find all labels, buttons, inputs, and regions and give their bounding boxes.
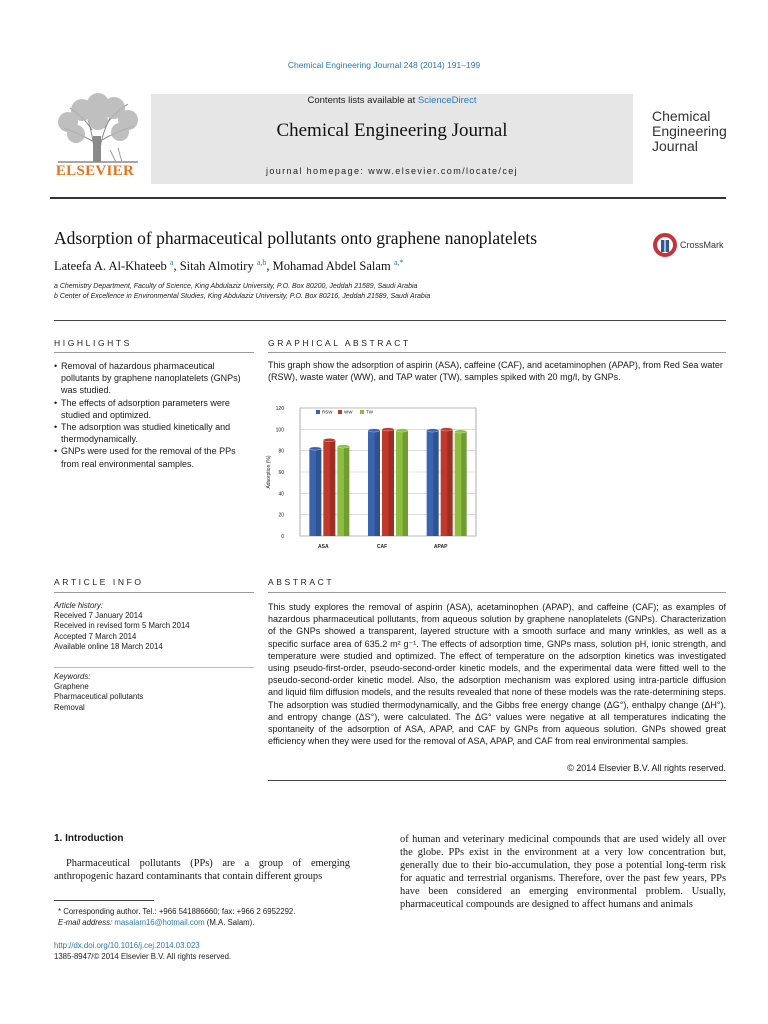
footnote-rule	[54, 900, 154, 901]
legend-swatch	[338, 410, 342, 414]
section-rule	[54, 667, 254, 668]
article-history-label: Article history:	[54, 601, 103, 610]
elsevier-wordmark: ELSEVIER	[55, 163, 135, 179]
doi-link[interactable]: http://dx.doi.org/10.1016/j.cej.2014.03.023	[54, 941, 200, 950]
highlight-item: • The adsorption was studied kinetically and thermodynamically.	[54, 421, 254, 445]
bar-shade	[330, 440, 335, 536]
abstract-text: This study explores the removal of aspirin (ASA), acetaminophen (APAP), and caffeine (CAF); as examples of hazardous pharmaceutical pollutants, from aqueous solution by graphene nanoplatelets (GNPs). Characterization of the GNPs showed a transparent, layered structure with a smooth surface and many wrinkles, as well as a specific surface area of 635.2 m² g⁻¹. The effects of adsorption time, GNPs mass, solution pH, ionic strength, and temperature were studied and optimized. The effect of temperature on the adsorption kinetics was investigated using pseudo-first-order, pseudo-second-order kinetic models, and the experimental data were fitted well to the pseudo-second-order kinetic model. Also, the adsorption mechanism was explored using intra-particle diffusion and liquid film diffusion models, and the results revealed that none of these models was the rate-determining steps. The adsorption was studied thermodynamically, and the Gibbs free energy change (ΔG°), enthalpy change (ΔH°), and entropy change (ΔS°), were calculated. The ΔG° values were negative at all temperatures indicating the spontaneity of the adsorption of ASA, APAP, and CAF by GNPs from aqueous solution. GNPs showed great efficiency when they were used for the removal of ASA, APAP, and CAF from real environmental samples.	[268, 602, 726, 747]
keywords-label: Keywords:	[54, 672, 91, 681]
section-rule	[268, 352, 726, 353]
x-tick-label: ASA	[318, 544, 329, 550]
bar-cap	[382, 428, 394, 431]
email-suffix: (M.A. Salam).	[206, 918, 255, 927]
journal-logo-line: Engineering	[652, 123, 727, 139]
section-rule	[54, 320, 726, 321]
keywords	[54, 672, 254, 713]
bar-cap	[396, 429, 408, 432]
bar-cap	[427, 429, 439, 432]
author-affil-marker[interactable]: a	[169, 258, 174, 267]
y-tick-label: 80	[278, 448, 284, 455]
y-tick-label: 20	[278, 512, 284, 519]
highlight-item: • GNPs were used for the removal of the PPs from real environmental samples.	[54, 445, 254, 469]
journal-homepage-link[interactable]: journal homepage: www.elsevier.com/locate/cej	[265, 166, 519, 176]
section-rule	[54, 352, 254, 353]
sciencedirect-link[interactable]: ScienceDirect	[417, 95, 477, 106]
bar-shade	[375, 430, 380, 536]
bar-shade	[433, 430, 438, 536]
legend-swatch	[316, 410, 320, 414]
journal-reference[interactable]: Chemical Engineering Journal 248 (2014) 191–199	[287, 60, 481, 70]
bar-cap	[337, 445, 349, 448]
journal-logo	[652, 109, 742, 154]
graphical-abstract-heading: GRAPHICAL ABSTRACT	[268, 338, 411, 348]
adsorption-bar-chart	[258, 396, 498, 556]
journal-name: Chemical Engineering Journal	[276, 120, 508, 141]
bar-cap	[455, 430, 467, 433]
y-tick-label: 40	[278, 491, 284, 498]
email-label: E-mail address:	[58, 918, 113, 927]
legend-swatch	[360, 410, 364, 414]
y-axis-label: Adsorption (%)	[266, 455, 272, 489]
keyword: Pharmaceutical pollutants	[54, 692, 144, 702]
legend-label: RSW	[322, 409, 333, 415]
highlights-heading: HIGHLIGHTS	[54, 338, 132, 348]
y-tick-label: 120	[275, 406, 284, 412]
author-name[interactable]: Sitah Almotiry	[179, 259, 254, 274]
bar-cap	[309, 447, 321, 450]
highlight-item: • Removal of hazardous pharmaceutical pollutants by graphene nanoplatelets (GNPs) was studied.	[54, 360, 254, 397]
issn-line: 1385-8947/© 2014 Elsevier B.V. All rights reserved.	[54, 952, 232, 961]
y-tick-label: 0	[281, 534, 284, 540]
graphical-abstract-text: This graph show the adsorption of aspirin (ASA), caffeine (CAF), and acetaminophen (APAP), from Red Sea water (RSW), waste water (WW), and TAP water (TW), samples spiked with 20 mg/l, by GNPs.	[268, 360, 723, 382]
y-tick-label: 100	[275, 427, 284, 434]
bar-cap	[323, 438, 335, 441]
section-rule	[54, 592, 254, 593]
contents-line	[151, 95, 633, 106]
keyword: Graphene	[54, 682, 89, 692]
bar-shade	[403, 430, 408, 536]
highlights-list	[54, 360, 254, 470]
introduction-column-right: of human and veterinary medicinal compounds that are used widely all over the globe. PPs exist in the environment at a very low concentration but, generally due to their bio-accumulation, they pose a potential long-term risk for aquatic and terrestrial organisms. Therefore, over the past few years, PPs have been considered an emerging environmental problem. Usually, pharmaceutical compounds are designed to affect humans and animals	[400, 834, 726, 910]
y-tick-label: 60	[278, 470, 284, 476]
history-entry: Accepted 7 March 2014	[54, 631, 137, 641]
journal-logo-line: Chemical	[652, 108, 711, 124]
article-history	[54, 601, 254, 652]
affiliation: a Chemistry Department, Faculty of Science, King Abdulaziz University, P.O. Box 80200, Jeddah 21589, Saudi Arabia	[54, 283, 418, 290]
x-tick-label: CAF	[376, 544, 388, 550]
section-rule	[268, 592, 726, 593]
abstract-heading: ABSTRACT	[268, 577, 335, 587]
highlight-item: • The effects of adsorption parameters were studied and optimized.	[54, 397, 254, 421]
footnote	[58, 906, 358, 928]
header-rule	[50, 197, 726, 199]
history-entry: Received in revised form 5 March 2014	[54, 621, 190, 631]
affiliation: b Center of Excellence in Environmental Studies, King Abdulaziz University, P.O. Box 80216, Jeddah 21589, Saudi Arabia	[54, 293, 431, 300]
bar-cap	[441, 428, 453, 431]
keyword: Removal	[54, 702, 85, 712]
legend-label: TW	[366, 409, 373, 415]
journal-logo-line: Journal	[652, 138, 698, 154]
bar-shade	[389, 429, 394, 536]
section-rule	[268, 780, 726, 781]
legend-label: WW	[344, 409, 353, 415]
crossmark-label[interactable]: CrossMark	[680, 240, 724, 250]
author-affil-marker[interactable]: a,b	[256, 258, 267, 267]
bar-shade	[344, 446, 349, 536]
email-link[interactable]: masalam16@hotmail.com	[114, 918, 205, 927]
email-line	[58, 917, 358, 928]
bar-shade	[447, 429, 452, 536]
history-entry: Received 7 January 2014	[54, 611, 143, 621]
authors-line: Lateefa A. Al-Khateeb $^a$, Sitah Almotiry $^{a,b}$, Mohamad Abdel Salam $^{a,*}$	[54, 258, 404, 274]
history-entry: Available online 18 March 2014	[54, 641, 163, 651]
x-tick-label: APAP	[433, 544, 448, 550]
author-name[interactable]: Lateefa A. Al-Khateeb	[54, 259, 167, 274]
author-name[interactable]: Mohamad Abdel Salam	[272, 259, 391, 274]
abstract-copyright: © 2014 Elsevier B.V. All rights reserved.	[567, 763, 726, 773]
author-affil-marker[interactable]: a,*	[393, 258, 404, 267]
corresponding-author-note: * Corresponding author. Tel.: +966 541886660; fax: +966 2 6952292.	[58, 907, 296, 916]
bar-shade	[461, 431, 466, 536]
bar-shade	[316, 449, 321, 536]
article-info-heading: ARTICLE INFO	[54, 577, 144, 587]
article-title: Adsorption of pharmaceutical pollutants onto graphene nanoplatelets	[54, 228, 538, 248]
contents-prefix: Contents lists available at	[307, 95, 418, 106]
introduction-column-left: Pharmaceutical pollutants (PPs) are a group of emerging anthropogenic hazard contaminants that contain different groups	[54, 858, 350, 882]
bar-cap	[368, 429, 380, 432]
introduction-heading: 1. Introduction	[54, 833, 124, 844]
